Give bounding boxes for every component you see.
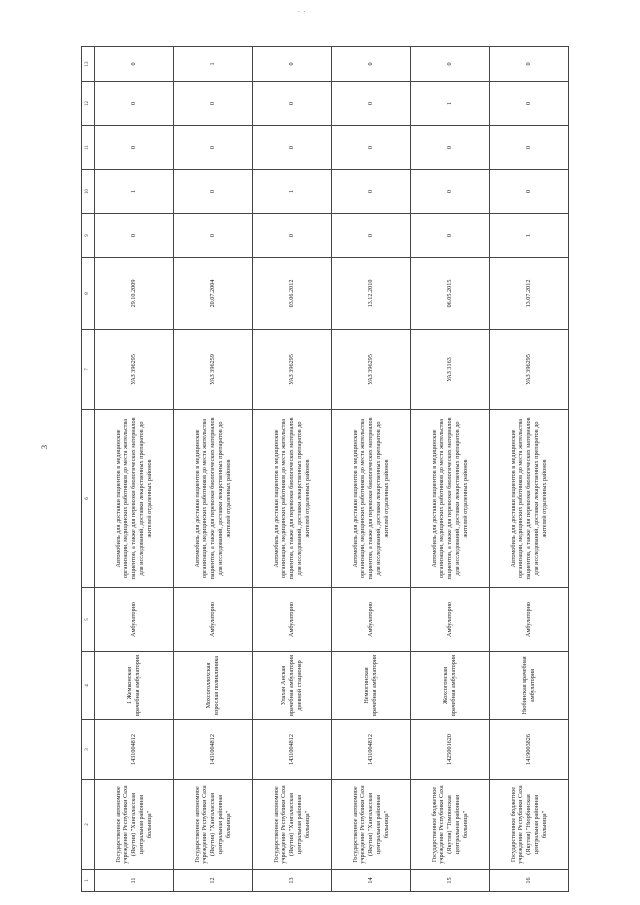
column-number-row: [82, 47, 95, 892]
subdivision-name: 1 Жемконская врачебная амбулатория: [95, 652, 174, 720]
organization-name: Государственное бюджетное учреждение Республики Саха (Якутия) "Томпонская центральная районная больница": [411, 780, 490, 870]
care-type: Амбулаторно: [174, 588, 253, 652]
col-header: 11: [82, 126, 95, 170]
count-cell: 1: [253, 170, 332, 214]
col-header: 1: [82, 870, 95, 892]
inn-code: 1431004812: [95, 720, 174, 780]
care-type: Амбулаторно: [253, 588, 332, 652]
count-cell: 0: [411, 126, 490, 170]
row-number: 12: [174, 870, 253, 892]
subdivision-name: Улахан Анская врачебная амбулатория дневной стационар: [253, 652, 332, 720]
vehicle-model: УАЗ 3163: [411, 330, 490, 410]
col-header: 6: [82, 410, 95, 588]
count-cell: 0: [490, 47, 569, 82]
vehicle-purpose: Автомобиль для доставки пациентов в медицинские организации, медицинских работников до места жительства пациентов, а также для перевозки биологических материалов для исследований, доставки лекарственных препаратов до жителей отдаленных районов: [332, 410, 411, 588]
row-number: 15: [411, 870, 490, 892]
registration-date: 13.12.2010: [332, 258, 411, 330]
col-header: 5: [82, 588, 95, 652]
care-type: Амбулаторно: [95, 588, 174, 652]
col-header: 2: [82, 780, 95, 870]
col-header: 10: [82, 170, 95, 214]
vehicle-model: УАЗ 396295: [490, 330, 569, 410]
registration-date: 29.10.2009: [95, 258, 174, 330]
registration-date: 20.07.2004: [174, 258, 253, 330]
vehicle-model: УАЗ 396295: [253, 330, 332, 410]
page-number: 3: [40, 445, 49, 449]
inn-code: 1431004812: [253, 720, 332, 780]
table-row: [95, 47, 174, 892]
inn-code: 1431004812: [174, 720, 253, 780]
vehicle-model: УАЗ 396259: [174, 330, 253, 410]
rotated-table-wrapper: [81, 47, 556, 892]
vehicle-purpose: Автомобиль для доставки пациентов в медицинские организации, медицинских работников до места жительства пациентов, а также для перевозки биологических материалов для исследований, доставки лекарственных препаратов до жителей отдаленных районов: [174, 410, 253, 588]
scan-mark: . .: [298, 6, 307, 14]
subdivision-name: Немюгинская врачебная амбулатория: [332, 652, 411, 720]
count-cell: 0: [95, 47, 174, 82]
count-cell: 0: [332, 82, 411, 126]
count-cell: 0: [174, 170, 253, 214]
col-header: 3: [82, 720, 95, 780]
subdivision-name: Жохсогонская врачебная амбулатория: [411, 652, 490, 720]
col-header: 7: [82, 330, 95, 410]
table-row: [253, 47, 332, 892]
care-type: Амбулаторно: [490, 588, 569, 652]
count-cell: 0: [411, 47, 490, 82]
care-type: Амбулаторно: [411, 588, 490, 652]
organization-name: Государственное автономное учреждение Республики Саха (Якутия) "Хангаласская центральная районная больница": [332, 780, 411, 870]
row-number: 13: [253, 870, 332, 892]
vehicle-table: [81, 46, 569, 892]
count-cell: 0: [490, 126, 569, 170]
row-number: 11: [95, 870, 174, 892]
care-type: Амбулаторно: [332, 588, 411, 652]
table-row: [332, 47, 411, 892]
vehicle-model: УАЗ 396295: [95, 330, 174, 410]
count-cell: 0: [253, 214, 332, 258]
subdivision-name: Нюбинская врачебная амбулатория: [490, 652, 569, 720]
vehicle-purpose: Автомобиль для доставки пациентов в медицинские организации, медицинских работников до места жительства пациентов, а также для перевозки биологических материалов для исследований, доставки лекарственных препаратов до жителей отдаленных районов: [95, 410, 174, 588]
count-cell: 0: [95, 126, 174, 170]
registration-date: 06.05.2015: [411, 258, 490, 330]
count-cell: 0: [332, 170, 411, 214]
vehicle-purpose: Автомобиль для доставки пациентов в медицинские организации, медицинских работников до места жительства пациентов, а также для перевозки биологических материалов для исследований, доставки лекарственных препаратов до жителей отдаленных районов: [490, 410, 569, 588]
count-cell: 0: [332, 47, 411, 82]
registration-date: 03.06.2012: [253, 258, 332, 330]
count-cell: 0: [332, 126, 411, 170]
vehicle-purpose: Автомобиль для доставки пациентов в медицинские организации, медицинских работников до места жительства пациентов, а также для перевозки биологических материалов для исследований, доставки лекарственных препаратов до жителей отдаленных районов: [411, 410, 490, 588]
count-cell: 0: [490, 82, 569, 126]
inn-code: 1431004812: [332, 720, 411, 780]
count-cell: 0: [95, 214, 174, 258]
count-cell: 0: [253, 82, 332, 126]
col-header: 8: [82, 258, 95, 330]
col-header: 4: [82, 652, 95, 720]
count-cell: 0: [411, 170, 490, 214]
count-cell: 0: [174, 214, 253, 258]
organization-name: Государственное бюджетное учреждение Республики Саха (Якутия) "Нюрбинская центральная районная больница": [490, 780, 569, 870]
count-cell: 0: [253, 126, 332, 170]
table-row: [411, 47, 490, 892]
table-row: [490, 47, 569, 892]
row-number: 16: [490, 870, 569, 892]
count-cell: 0: [253, 47, 332, 82]
count-cell: 0: [174, 126, 253, 170]
organization-name: Государственное автономное учреждение Республики Саха (Якутия) "Хангаласская центральная районная больница": [174, 780, 253, 870]
col-header: 13: [82, 47, 95, 82]
vehicle-purpose: Автомобиль для доставки пациентов в медицинские организации, медицинских работников до места жительства пациентов, а также для перевозки биологических материалов для исследований, доставки лекарственных препаратов до жителей отдаленных районов: [253, 410, 332, 588]
count-cell: 0: [332, 214, 411, 258]
organization-name: Государственное автономное учреждение Республики Саха (Якутия) "Хангаласская центральная районная больница": [95, 780, 174, 870]
count-cell: 0: [490, 170, 569, 214]
count-cell: 0: [174, 82, 253, 126]
registration-date: 13.07.2012: [490, 258, 569, 330]
count-cell: 1: [411, 82, 490, 126]
subdivision-name: Мохсоголлохская взрослая поликлиника: [174, 652, 253, 720]
vehicle-model: УАЗ 396295: [332, 330, 411, 410]
organization-name: Государственное автономное учреждение Республики Саха (Якутия) "Хангаласская центральная районная больница": [253, 780, 332, 870]
col-header: 12: [82, 82, 95, 126]
table-row: [174, 47, 253, 892]
count-cell: 0: [411, 214, 490, 258]
col-header: 9: [82, 214, 95, 258]
count-cell: 1: [174, 47, 253, 82]
count-cell: 1: [490, 214, 569, 258]
row-number: 14: [332, 870, 411, 892]
count-cell: 0: [95, 82, 174, 126]
count-cell: 1: [95, 170, 174, 214]
inn-code: 1425001620: [411, 720, 490, 780]
inn-code: 1419003826: [490, 720, 569, 780]
